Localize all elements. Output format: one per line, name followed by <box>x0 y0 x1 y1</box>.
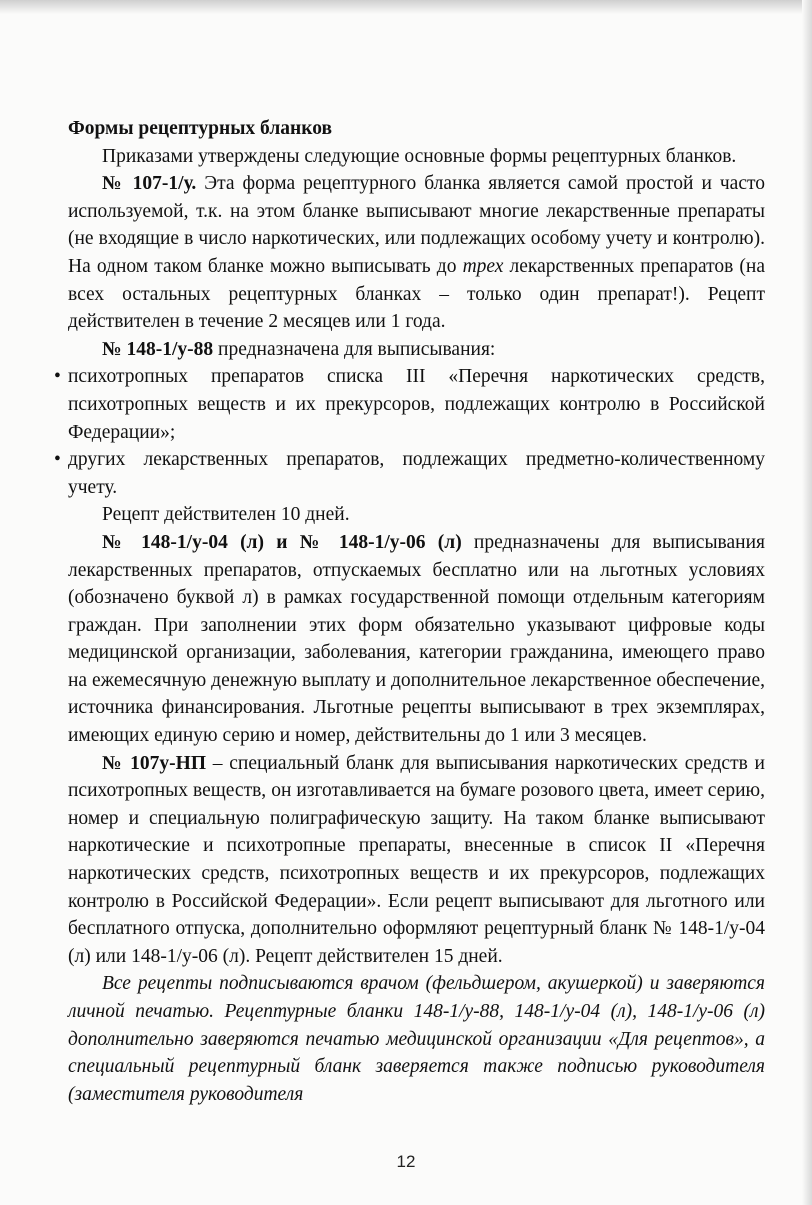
bullet-list <box>54 363 765 501</box>
form-107-np-text: – специальный бланк для выписывания наркотических средств и психотропных веществ, он изготавливается на бумаге розового цвета, имеет серию, номер и специальную полиграфическую защиту. На таком бланке выписывают наркотические и психотропные препараты, внесенные в список II «Перечня наркотических средств, психотропных веществ и их прекурсоров, подлежащих контролю в Российской Федерации». Если рецепт выписывают для льготного или бесплатного отпуска, дополнительно оформляют рецептурный бланк № 148-1/у-04 (л) или 148-1/у-06 (л). Рецепт действителен 15 дней. <box>68 752 765 967</box>
form-code-148-88: № 148-1/у-88 <box>102 338 214 360</box>
list-item <box>54 363 765 446</box>
text-body <box>54 115 765 1108</box>
scan-edge-top <box>0 0 812 14</box>
list-item-text: психотропных препаратов списка III «Перечня наркотических средств, психотропных веществ и их прекурсоров, подлежащих контролю в Российской Федерации»; <box>68 366 765 443</box>
form-code-148-04-06: № 148-1/у-04 (л) и № 148-1/у-06 (л) <box>102 531 462 553</box>
form-107-emphasis: трех <box>462 255 504 277</box>
section-heading: Формы рецептурных бланков <box>68 118 333 139</box>
list-item <box>54 446 765 501</box>
scan-edge-right <box>802 0 812 1205</box>
closing-italic-paragraph: Все рецепты подписываются врачом (фельдшером, акушеркой) и заверяются личной печатью. Рецептурные бланки 148-1/у-88, 148-1/у-04 (л), 148-1/у-06 (л) дополнительно заверяются печатью медицинской организации «Для рецептов», а специальный рецептурный бланк заверяется также подписью руководителя (заместителя руководителя <box>68 973 765 1105</box>
paragraph-form-107-np <box>68 750 765 971</box>
paragraph-form-107 <box>68 170 765 336</box>
form-148-04-06-text: предназначены для выписывания лекарственных препаратов, отпускаемых бесплатно или на льготных условиях (обозначено буквой л) в рамках государственной помощи отдельным категориям граждан. При заполнении этих форм обязательно указывают цифровые коды медицинской организации, заболевания, категории гражданина, имеющего право на ежемесячную денежную выплату и дополнительное лекарственное обеспечение, источника финансирования. Льготные рецепты выписывают в трех экземплярах, имеющих единую серию и номер, действительны до 1 или 3 месяцев. <box>68 531 765 747</box>
bullet-icon: • <box>54 366 61 388</box>
paragraph-form-148-04-06 <box>68 529 765 750</box>
form-code-107-np: № 107у-НП <box>102 752 207 774</box>
validity-148-88: Рецепт действителен 10 дней. <box>102 504 350 526</box>
bullet-icon: • <box>54 449 61 471</box>
form-148-88-text: предназначена для выписывания: <box>213 338 496 360</box>
intro-paragraph: Приказами утверждены следующие основные формы рецептурных бланков. <box>102 145 737 167</box>
paragraph-form-148-88 <box>68 336 765 364</box>
form-107-text-2: лекарственных препаратов (на всех остальных рецептурных бланках – только один препарат!). Рецепт действителен в течение 2 месяцев или 1 года. <box>68 255 765 333</box>
page-number: 12 <box>396 1152 416 1171</box>
list-item-text: других лекарственных препаратов, подлежащих предметно-количественному учету. <box>68 449 765 498</box>
form-code-107: № 107-1/у. <box>102 173 197 195</box>
form-107-text-1: Эта форма рецептурного бланка является самой простой и часто используемой, т.к. на этом бланке выписывают многие лекарственные препараты (не входящие в число наркотических, или подлежащих особому учету и контролю). На одном таком бланке можно выписывать до <box>68 173 765 277</box>
